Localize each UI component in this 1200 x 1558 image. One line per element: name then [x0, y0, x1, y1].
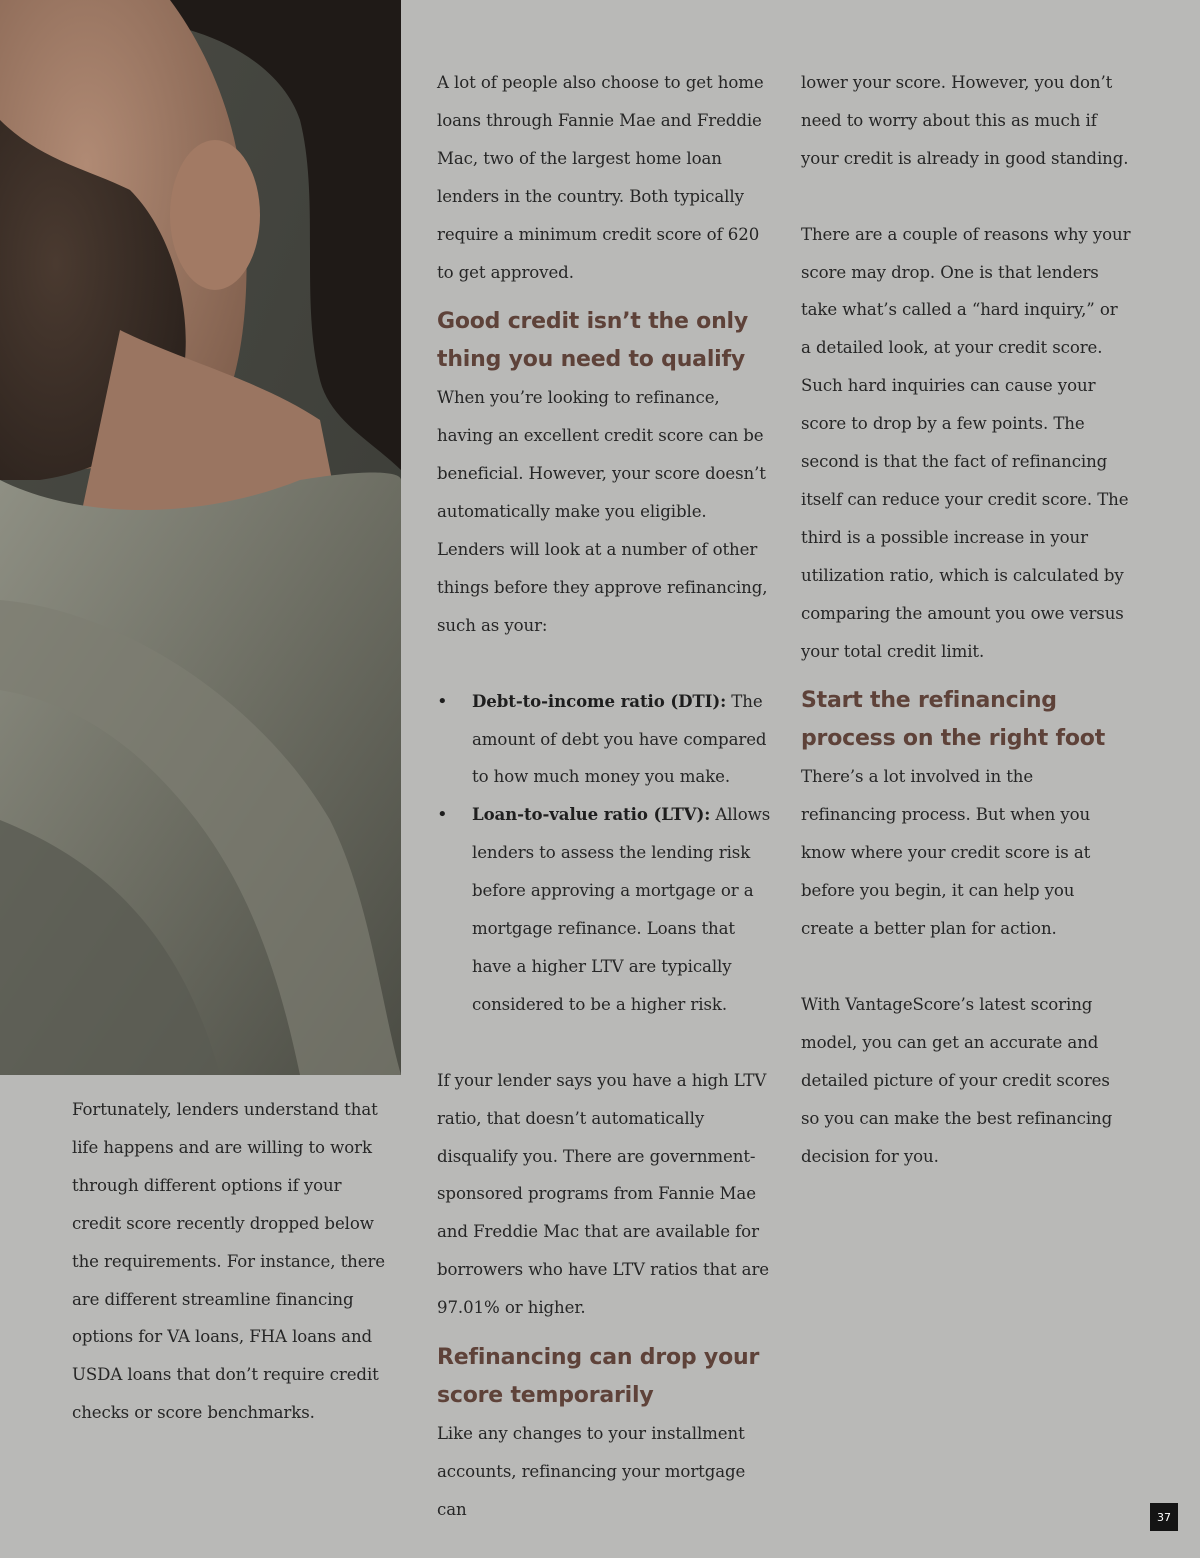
bullet-item-ltv: [437, 796, 772, 1023]
heading-start-process: Start the refinancing process on the right foot: [801, 688, 1106, 752]
column-middle: [437, 64, 772, 1529]
paragraph-installment-accounts: Like any changes to your installment accounts, refinancing your mortgage can: [437, 1424, 746, 1519]
paragraph-refinance-eligibility: When you’re looking to refinance, having an excellent credit score can be beneficial. However, your score doesn’t automatically make you eligible. Lenders will look at a number of other things before they approve refinancing, such as your:: [437, 388, 768, 635]
heading-good-credit: Good credit isn’t the only thing you need to qualify: [437, 309, 749, 373]
bullet-list-criteria: [437, 683, 772, 1024]
column-right: [801, 64, 1131, 1175]
page-number: 37: [1150, 1503, 1178, 1531]
bullet-term: Loan-to-value ratio (LTV):: [472, 804, 711, 825]
paragraph-vantagescore: With VantageScore’s latest scoring model, you can get an accurate and detailed picture of your credit scores so you can make the best refinancing decision for you.: [801, 994, 1113, 1166]
bullet-text: The amount of debt you have compared to how much money you make.: [472, 691, 767, 787]
bullet-term: Debt-to-income ratio (DTI):: [472, 690, 727, 711]
paragraph-involved: There’s a lot involved in the refinancing process. But when you know where your credit score is at before you begin, it can help you create a better plan for action.: [801, 767, 1091, 939]
paragraph-lenders-understand: Fortunately, lenders understand that life happens and are willing to work through different options if your credit score recently dropped below the requirements. For instance, there are different streamline financing options for VA loans, FHA loans and USDA loans that don’t require credit checks or score benchmarks.: [72, 1100, 385, 1423]
heading-refinancing-drop: Refinancing can drop your score temporarily: [437, 1345, 760, 1409]
paragraph-reasons-drop: There are a couple of reasons why your score may drop. One is that lenders take what’s called a “hard inquiry,” or a detailed look, at your credit score. Such hard inquiries can cause your score to drop by a few points. The second is that the fact of refinancing itself can reduce your credit score. The third is a possible increase in your utilization ratio, which is calculated by comparing the amount you owe versus your total credit limit.: [801, 224, 1131, 661]
paragraph-lower-score: lower your score. However, you don’t need to worry about this as much if your credit is already in good standing.: [801, 73, 1129, 168]
bullet-text: Allows lenders to assess the lending risk before approving a mortgage or a mortgage refinance. Loans that have a higher LTV are typically considered to be a higher risk.: [472, 805, 771, 1014]
paragraph-high-ltv: If your lender says you have a high LTV ratio, that doesn’t automatically disqualify you. There are government-sponsored programs from Fannie Mae and Freddie Mac that are available for borrowers who have LTV ratios that are 97.01% or higher.: [437, 1070, 770, 1318]
paragraph-fannie-freddie: A lot of people also choose to get home loans through Fannie Mae and Freddie Mac, two of the largest home loan lenders in the country. Both typically require a minimum credit score of 620 to get approved.: [437, 73, 764, 282]
column-left: [72, 1091, 392, 1432]
bullet-item-dti: [437, 683, 772, 797]
man-portrait-photo: [0, 0, 401, 1075]
portrait-illustration: [0, 0, 401, 1075]
